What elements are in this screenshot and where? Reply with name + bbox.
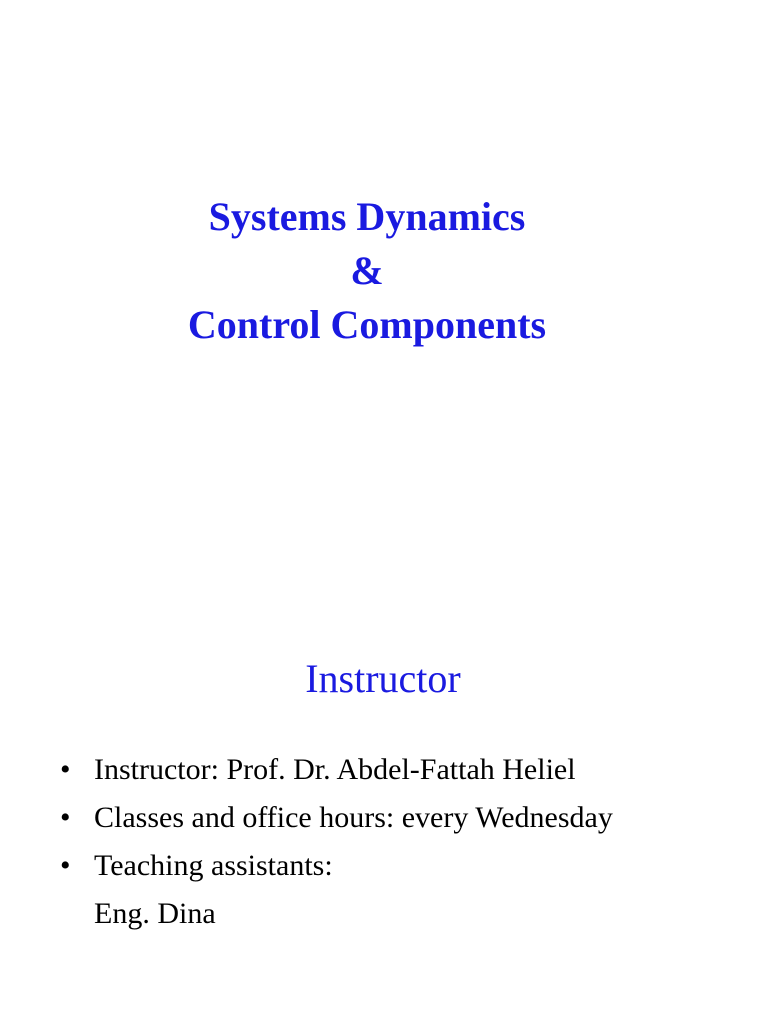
bullet-list — [60, 746, 760, 938]
title-line-1: Systems Dynamics — [208, 194, 526, 239]
section-heading: Instructor — [305, 656, 461, 701]
title-line-2: & — [350, 248, 384, 293]
list-item — [60, 746, 760, 794]
bullet-text: Instructor: Prof. Dr. Abdel-Fattah Heliel — [94, 753, 576, 786]
title-line-3: Control Components — [187, 302, 547, 347]
instructor-slide — [0, 512, 768, 1024]
bullet-text: Teaching assistants: — [94, 849, 333, 882]
bullet-icon: • — [60, 801, 71, 834]
course-title — [0, 190, 734, 352]
bullet-text: Classes and office hours: every Wednesday — [94, 801, 613, 834]
list-continuation: Eng. Dina — [94, 897, 216, 930]
list-item — [60, 794, 760, 842]
list-item — [60, 842, 760, 890]
bullet-icon: • — [60, 849, 71, 882]
bullet-icon: • — [60, 753, 71, 786]
